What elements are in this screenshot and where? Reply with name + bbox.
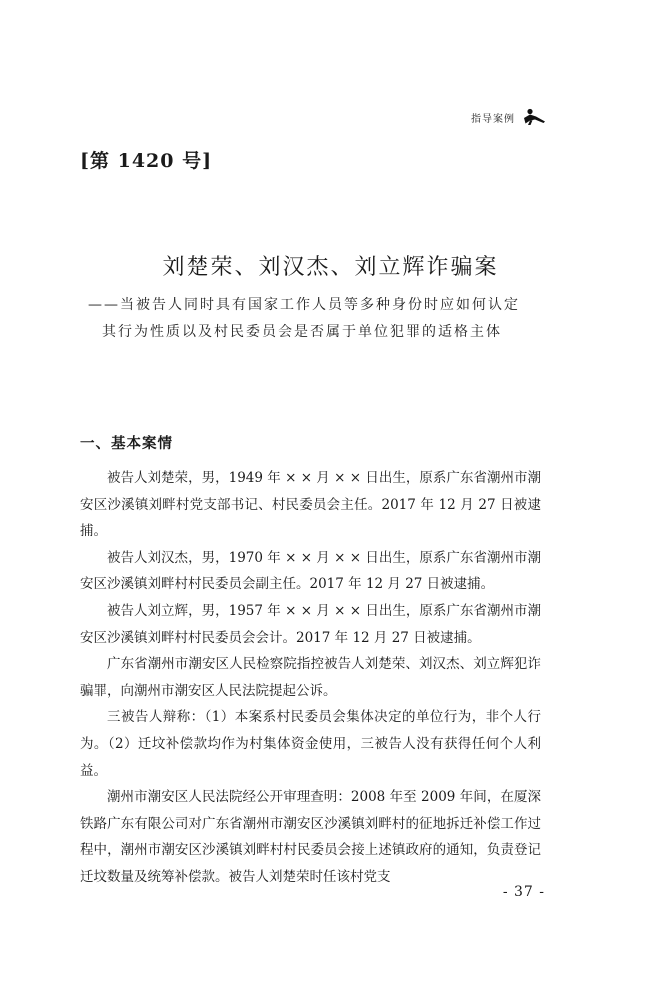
paragraph: 被告人刘立辉，男，1957 年 × × 月 × × 日出生，原系广东省潮州市潮安区沙溪镇刘畔村村民委员会会计。2017 年 12 月 27 日被逮捕。 [80,602,541,646]
section-heading: 一、基本案情 [80,436,173,452]
case-number: [第 1420 号] [80,150,213,172]
subtitle-line-2: 其行为性质以及村民委员会是否属于单位犯罪的适格主体 [102,324,502,340]
case-title: 刘楚荣、刘汉杰、刘立辉诈骗案 [162,255,499,280]
paragraph: 广东省潮州市潮安区人民检察院指控被告人刘楚荣、刘汉杰、刘立辉犯诈骗罪，向潮州市潮安区人民法院提起公诉。 [80,656,541,699]
case-subtitle [88,292,558,346]
subtitle-line-1: ——当被告人同时具有国家工作人员等多种身份时应如何认定 [88,297,520,313]
case-body [80,465,541,891]
paragraph: 潮州市潮安区人民法院经公开审理查明：2008 年至 2009 年间，在厦深铁路广东有限公司对广东省潮州市潮安区沙溪镇刘畔村的征地拆迁补偿工作过程中，潮州市潮安区沙溪镇刘畔村村民委员会接上述镇政府的通知，负责登记迁坟数量及统筹补偿款。被告人刘楚荣时任该村党支 [80,789,541,885]
running-header [471,108,547,126]
paragraph: 被告人刘汉杰，男，1970 年 × × 月 × × 日出生，原系广东省潮州市潮安区沙溪镇刘畔村村民委员会副主任。2017 年 12 月 27 日被逮捕。 [80,549,541,593]
paragraph: 被告人刘楚荣，男，1949 年 × × 月 × × 日出生，原系广东省潮州市潮安区沙溪镇刘畔村党支部书记、村民委员会主任。2017 年 12 月 27 日被逮捕。 [80,470,541,540]
figure-icon [521,108,547,126]
running-header-label: 指导案例 [471,113,515,125]
paragraph: 三被告人辩称：（1）本案系村民委员会集体决定的单位行为，非个人行为。（2）迁坟补偿款均作为村集体资金使用，三被告人没有获得任何个人利益。 [80,709,541,779]
page-number: - 37 - [502,884,545,900]
